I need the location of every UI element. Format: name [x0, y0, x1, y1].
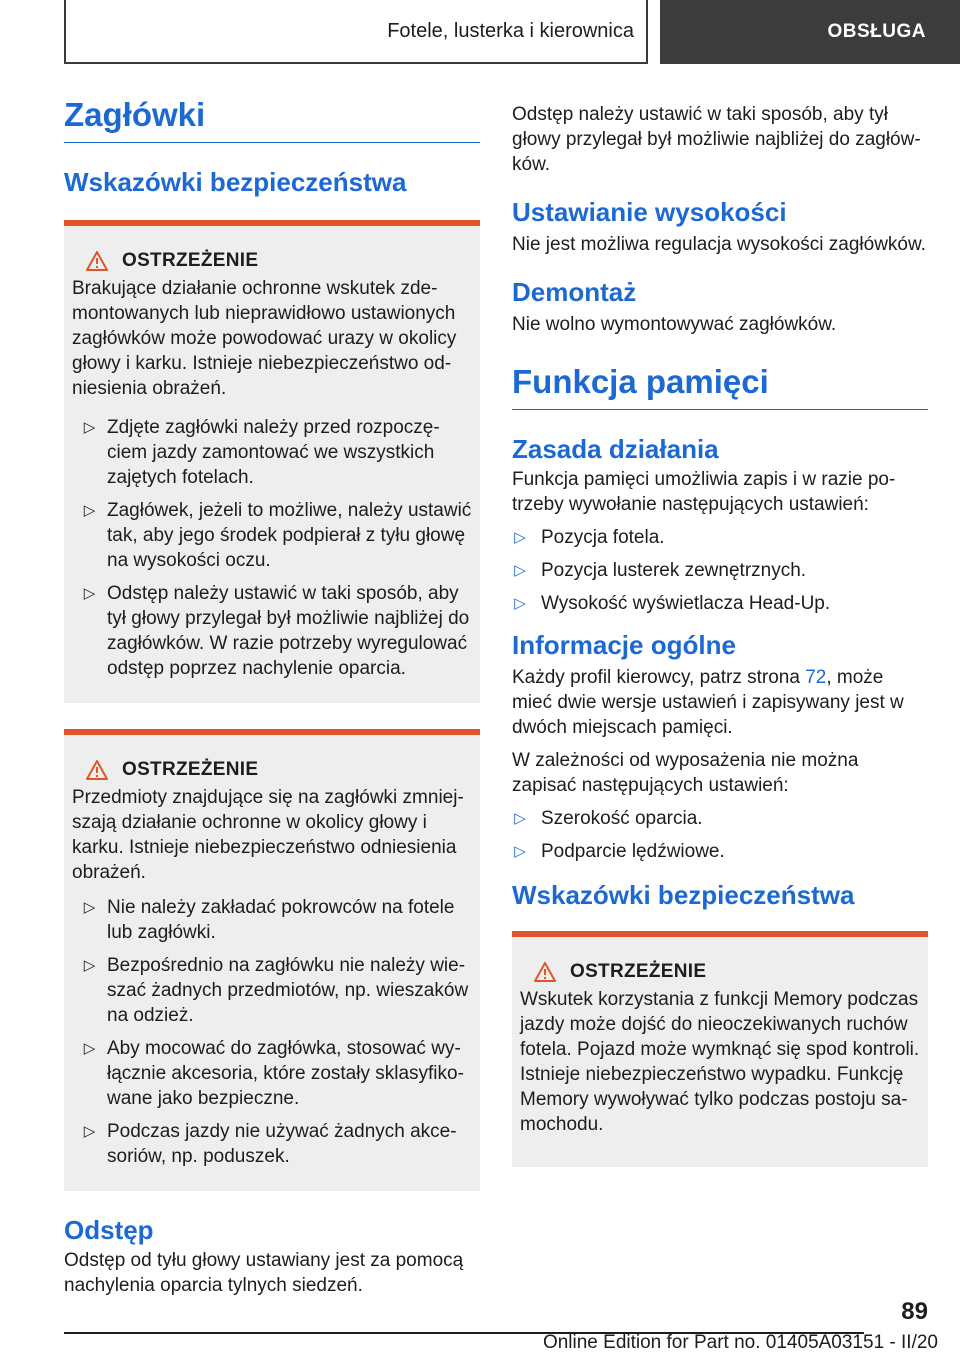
list-item: ▷ Zagłówek, jeżeli to możliwe, należy ustawić tak, aby jego środek podpierał z tyłu głowę na wysokości oczu.: [72, 498, 472, 573]
list-item: ▷ Podczas jazdy nie używać żadnych akcesoriów, np. poduszek.: [72, 1119, 472, 1169]
warning-box: [64, 729, 480, 1191]
list-item: ▷ Aby mocować do zagłówka, stosować wyłącznie akcesoria, które zostały sklasyfikowane jako bezpieczne.: [72, 1036, 472, 1111]
warning-label: OSTRZEŻENIE: [122, 250, 259, 271]
triangle-bullet-icon: ▷: [514, 810, 526, 827]
memory-title: Funkcja pamięci: [512, 363, 928, 410]
triangle-bullet-icon: ▷: [514, 529, 526, 546]
triangle-bullet-icon: ▷: [514, 843, 526, 860]
warning-box: [64, 220, 480, 703]
warning-box: [512, 931, 928, 1167]
principle-text: Funkcja pamięci umożliwia zapis i w razie potrzeby wywołanie następujących ustawień:: [512, 469, 896, 515]
intro-text: Odstęp należy ustawić w taki sposób, aby tył głowy przylegał był możliwie najbliżej do zagłówków.: [512, 104, 921, 175]
list-item: ▷ Bezpośrednio na zagłówku nie należy wieszać żadnych przedmiotów, np. wieszaków na odzież.: [72, 953, 472, 1028]
triangle-bullet-icon: ▷: [514, 595, 526, 612]
warning-icon: [86, 251, 108, 271]
triangle-bullet-icon: ▷: [83, 419, 96, 436]
left-column: [64, 96, 480, 1298]
triangle-bullet-icon: ▷: [83, 957, 96, 974]
chapter-header: [64, 0, 648, 64]
warning-text: Wskutek korzystania z funkcji Memory podczas jazdy może dojść do nieoczekiwanych ruchów fotela. Pojazd może wymknąć się spod kontroli. Istnieje niebezpieczeństwo wypadku. Funkcję Memory wywoływać tylko podczas postoju samochodu.: [520, 989, 920, 1135]
principle-heading: Zasada działania: [512, 434, 719, 464]
warning-text: Brakujące działanie ochronne wskutek zdemontowanych lub nieprawidłowo ustawionych zagłówków może powodować urazy w okolicy głowy i karku. Istnieje niebezpieczeństwo odniesienia obrażeń.: [72, 278, 457, 399]
edition-note: Online Edition for Part no. 01405A03151 - II/20: [542, 1332, 938, 1353]
page-number: 89: [901, 1298, 928, 1325]
list-item: ▷ Pozycja fotela.: [512, 525, 928, 550]
general-heading: Informacje ogólne: [512, 630, 736, 660]
distance-heading: Odstęp: [64, 1215, 154, 1245]
list-item: ▷ Wysokość wyświetlacza Head-Up.: [512, 591, 928, 616]
triangle-bullet-icon: ▷: [83, 899, 96, 916]
removal-text: Nie wolno wymontowywać zagłówków.: [512, 314, 837, 335]
distance-text: Odstęp od tyłu głowy ustawiany jest za pomocą nachylenia oparcia tylnych siedzeń.: [64, 1250, 464, 1296]
page-title: Zagłówki: [64, 96, 480, 143]
list-item: ▷ Nie należy zakładać pokrowców na fotele lub zagłówki.: [72, 895, 472, 945]
height-text: Nie jest możliwa regulacja wysokości zagłówków.: [512, 234, 926, 255]
list-item: ▷ Pozycja lusterek zewnętrznych.: [512, 558, 928, 583]
section-tab: [660, 0, 960, 64]
safety-heading-2: Wskazówki bezpieczeństwa: [512, 880, 855, 910]
page-link[interactable]: 72: [805, 667, 827, 688]
right-column: [512, 102, 928, 1167]
section-label: OBSŁUGA: [827, 21, 926, 42]
triangle-bullet-icon: ▷: [83, 1123, 96, 1140]
list-item: ▷ Podparcie lędźwiowe.: [512, 839, 928, 864]
triangle-bullet-icon: ▷: [514, 562, 526, 579]
general-text-2: W zależności od wyposażenia nie można zapisać następujących ustawień:: [512, 750, 859, 796]
general-text: Każdy profil kierowcy, patrz strona 72, może mieć dwie wersje ustawień i zapisywany jest w dwóch miejscach pamięci.: [512, 667, 904, 738]
chapter-title: Fotele, lusterka i kierownica: [387, 19, 634, 42]
warning-label: OSTRZEŻENIE: [122, 759, 259, 780]
warning-text: Przedmioty znajdujące się na zagłówki zmniejszają działanie ochronne w okolicy głowy i karku. Istnieje niebezpieczeństwo odniesienia obrażeń.: [72, 787, 464, 883]
list-item: ▷ Odstęp należy ustawić w taki sposób, aby tył głowy przylegał był możliwie najbliżej do zagłówków. W razie potrzeby wyregulować odstęp poprzez nachylenie oparcia.: [72, 581, 472, 681]
warning-icon: [534, 962, 556, 982]
triangle-bullet-icon: ▷: [83, 1040, 96, 1057]
triangle-bullet-icon: ▷: [83, 502, 96, 519]
warning-icon: [86, 760, 108, 780]
list-item: ▷ Zdjęte zagłówki należy przed rozpoczęciem jazdy zamontować we wszystkich zajętych fotelach.: [72, 415, 472, 490]
safety-heading: Wskazówki bezpieczeństwa: [64, 167, 407, 197]
height-heading: Ustawianie wysokości: [512, 197, 787, 227]
removal-heading: Demontaż: [512, 277, 637, 307]
triangle-bullet-icon: ▷: [83, 585, 96, 602]
list-item: ▷ Szerokość oparcia.: [512, 806, 928, 831]
warning-label: OSTRZEŻENIE: [570, 961, 707, 982]
